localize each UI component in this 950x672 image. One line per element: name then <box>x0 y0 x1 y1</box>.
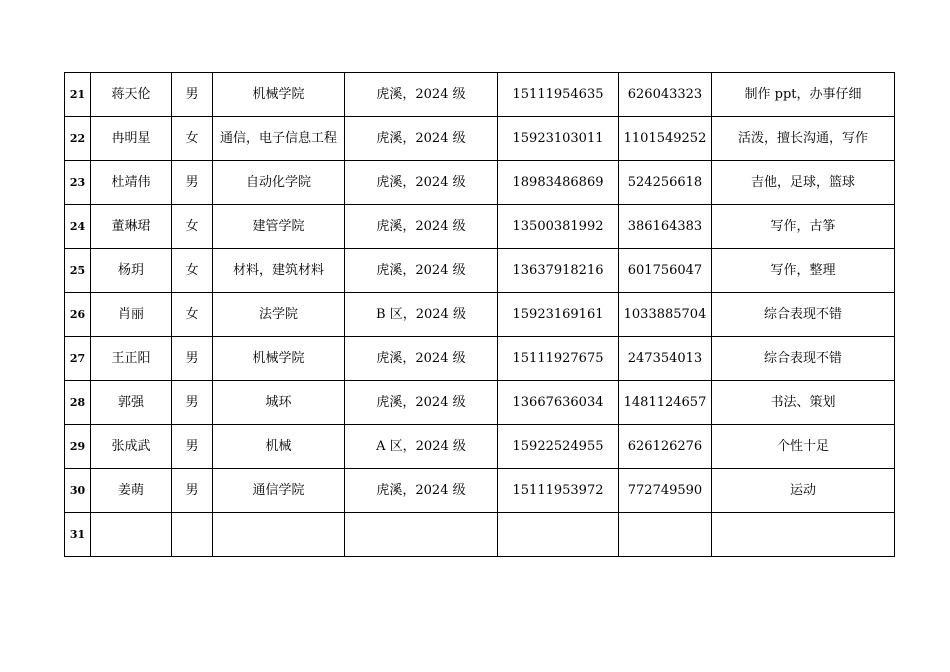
note-cell: 制作 ppt，办事仔细 <box>712 73 895 117</box>
qq-cell: 601756047 <box>619 249 712 293</box>
college-cell: 建管学院 <box>213 205 345 249</box>
college-cell: 自动化学院 <box>213 161 345 205</box>
phone-cell <box>498 513 619 557</box>
row-number: 21 <box>65 73 91 117</box>
note-cell: 运动 <box>712 469 895 513</box>
row-number: 29 <box>65 425 91 469</box>
row-number: 27 <box>65 337 91 381</box>
qq-cell: 1481124657 <box>619 381 712 425</box>
phone-cell: 15923169161 <box>498 293 619 337</box>
qq-cell: 1033885704 <box>619 293 712 337</box>
qq-cell: 386164383 <box>619 205 712 249</box>
table-row <box>65 293 895 337</box>
row-number: 31 <box>65 513 91 557</box>
gender-cell: 男 <box>172 469 213 513</box>
qq-cell: 1101549252 <box>619 117 712 161</box>
campus-grade-cell: 虎溪，2024 级 <box>345 249 498 293</box>
campus-grade-cell: 虎溪，2024 级 <box>345 337 498 381</box>
row-number: 28 <box>65 381 91 425</box>
name-cell: 王正阳 <box>91 337 172 381</box>
table-row <box>65 337 895 381</box>
phone-cell: 18983486869 <box>498 161 619 205</box>
qq-cell: 772749590 <box>619 469 712 513</box>
note-cell: 综合表现不错 <box>712 293 895 337</box>
note-cell: 写作，整理 <box>712 249 895 293</box>
college-cell: 机械 <box>213 425 345 469</box>
note-cell: 写作，古筝 <box>712 205 895 249</box>
name-cell: 蒋天伦 <box>91 73 172 117</box>
campus-grade-cell: A 区，2024 级 <box>345 425 498 469</box>
gender-cell: 女 <box>172 249 213 293</box>
name-cell: 杨玥 <box>91 249 172 293</box>
note-cell: 个性十足 <box>712 425 895 469</box>
row-number: 22 <box>65 117 91 161</box>
name-cell: 张成武 <box>91 425 172 469</box>
college-cell: 通信，电子信息工程 <box>213 117 345 161</box>
college-cell: 材料，建筑材料 <box>213 249 345 293</box>
campus-grade-cell: 虎溪，2024 级 <box>345 73 498 117</box>
qq-cell: 247354013 <box>619 337 712 381</box>
note-cell: 吉他，足球，篮球 <box>712 161 895 205</box>
qq-cell: 524256618 <box>619 161 712 205</box>
name-cell: 肖丽 <box>91 293 172 337</box>
gender-cell: 男 <box>172 161 213 205</box>
gender-cell: 女 <box>172 205 213 249</box>
note-cell: 书法、策划 <box>712 381 895 425</box>
phone-cell: 13667636034 <box>498 381 619 425</box>
row-number: 25 <box>65 249 91 293</box>
table-row <box>65 73 895 117</box>
row-number: 26 <box>65 293 91 337</box>
name-cell: 冉明星 <box>91 117 172 161</box>
gender-cell: 女 <box>172 117 213 161</box>
gender-cell: 男 <box>172 425 213 469</box>
phone-cell: 13500381992 <box>498 205 619 249</box>
campus-grade-cell: 虎溪，2024 级 <box>345 205 498 249</box>
phone-cell: 15922524955 <box>498 425 619 469</box>
college-cell: 机械学院 <box>213 73 345 117</box>
college-cell: 机械学院 <box>213 337 345 381</box>
gender-cell <box>172 513 213 557</box>
campus-grade-cell: 虎溪，2024 级 <box>345 469 498 513</box>
row-number: 30 <box>65 469 91 513</box>
row-number: 24 <box>65 205 91 249</box>
name-cell: 杜靖伟 <box>91 161 172 205</box>
member-table <box>64 72 895 557</box>
note-cell: 综合表现不错 <box>712 337 895 381</box>
gender-cell: 女 <box>172 293 213 337</box>
note-cell <box>712 513 895 557</box>
member-table-body <box>65 73 895 557</box>
name-cell: 姜萌 <box>91 469 172 513</box>
phone-cell: 15111954635 <box>498 73 619 117</box>
table-row <box>65 425 895 469</box>
qq-cell <box>619 513 712 557</box>
table-row <box>65 249 895 293</box>
gender-cell: 男 <box>172 73 213 117</box>
table-row <box>65 513 895 557</box>
campus-grade-cell: 虎溪，2024 级 <box>345 161 498 205</box>
campus-grade-cell: B 区，2024 级 <box>345 293 498 337</box>
table-row <box>65 205 895 249</box>
gender-cell: 男 <box>172 337 213 381</box>
phone-cell: 13637918216 <box>498 249 619 293</box>
name-cell <box>91 513 172 557</box>
row-number: 23 <box>65 161 91 205</box>
name-cell: 董琳珺 <box>91 205 172 249</box>
note-cell: 活泼，擅长沟通，写作 <box>712 117 895 161</box>
name-cell: 郭强 <box>91 381 172 425</box>
college-cell: 通信学院 <box>213 469 345 513</box>
campus-grade-cell <box>345 513 498 557</box>
college-cell: 城环 <box>213 381 345 425</box>
table-row <box>65 381 895 425</box>
table-row <box>65 117 895 161</box>
phone-cell: 15923103011 <box>498 117 619 161</box>
phone-cell: 15111953972 <box>498 469 619 513</box>
college-cell: 法学院 <box>213 293 345 337</box>
campus-grade-cell: 虎溪，2024 级 <box>345 381 498 425</box>
college-cell <box>213 513 345 557</box>
qq-cell: 626043323 <box>619 73 712 117</box>
phone-cell: 15111927675 <box>498 337 619 381</box>
gender-cell: 男 <box>172 381 213 425</box>
table-row <box>65 161 895 205</box>
qq-cell: 626126276 <box>619 425 712 469</box>
table-row <box>65 469 895 513</box>
campus-grade-cell: 虎溪，2024 级 <box>345 117 498 161</box>
